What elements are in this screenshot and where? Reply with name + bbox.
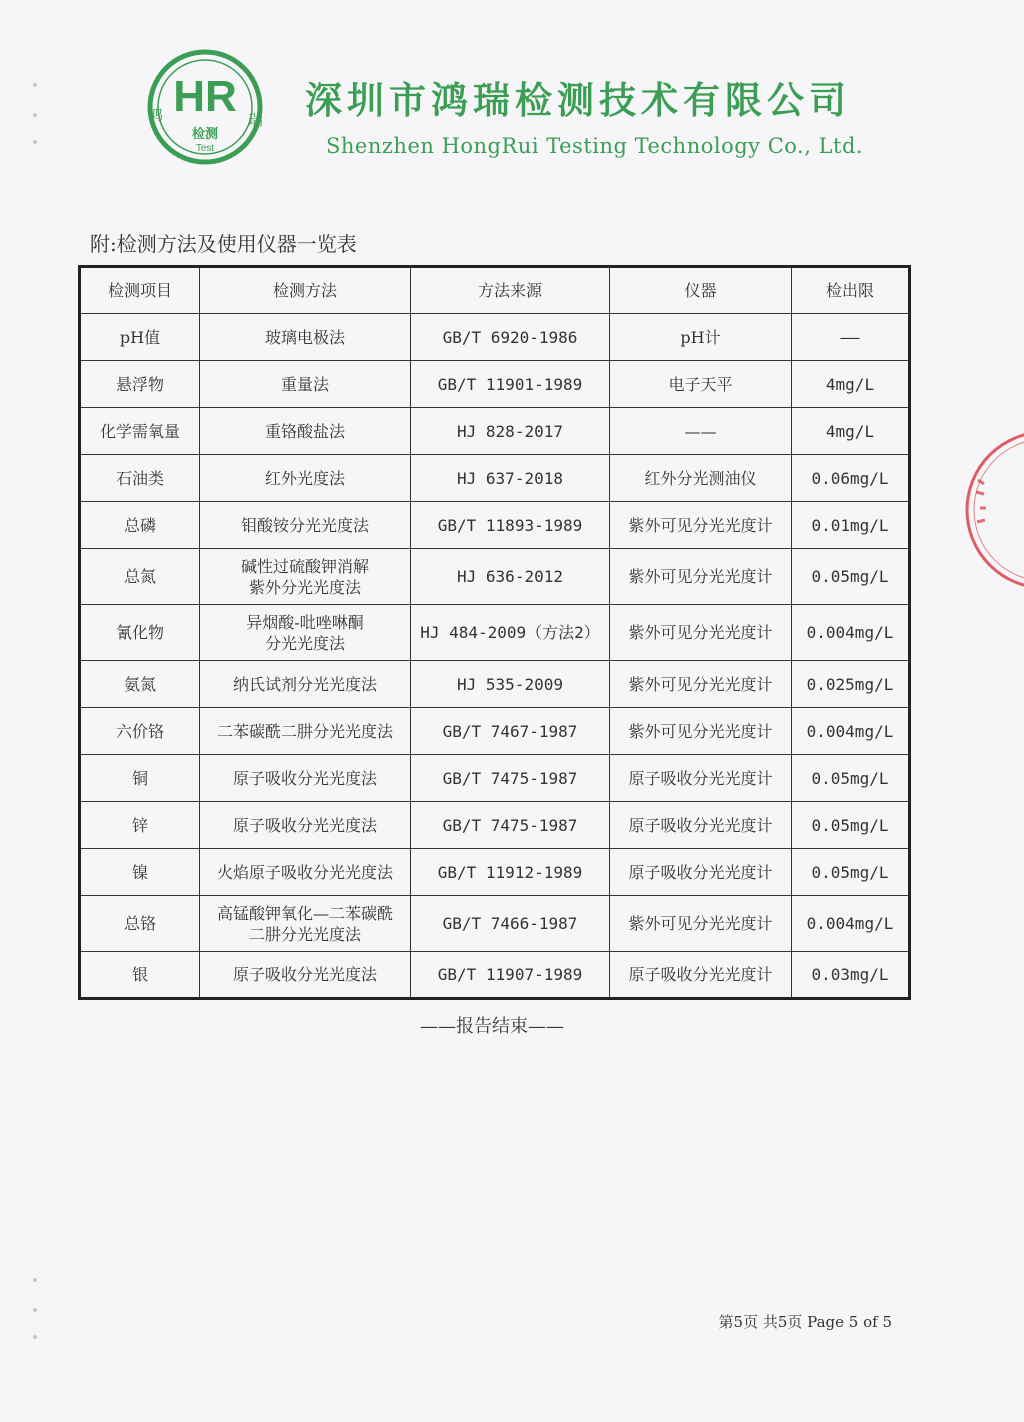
header-limit: 检出限: [792, 267, 910, 314]
cell-source: GB/T 7475-1987: [411, 755, 610, 802]
cell-limit: 0.03mg/L: [792, 952, 910, 999]
cell-method: 钼酸铵分光光度法: [200, 502, 411, 549]
cell-item: 银: [80, 952, 200, 999]
cell-source: GB/T 6920-1986: [411, 314, 610, 361]
cell-limit: ——: [792, 314, 910, 361]
cell-method: 异烟酸-吡唑啉酮 分光光度法: [200, 605, 411, 661]
table-row: [80, 849, 910, 896]
cell-instrument: 紫外可见分光光度计: [610, 708, 792, 755]
cell-item: pH值: [80, 314, 200, 361]
cell-limit: 4mg/L: [792, 408, 910, 455]
header-instrument: 仪器: [610, 267, 792, 314]
binding-marks-bottom: [30, 1275, 40, 1345]
cell-source: GB/T 7475-1987: [411, 802, 610, 849]
table-row: [80, 549, 910, 605]
cell-item: 总铬: [80, 896, 200, 952]
logo-sub-en: Test: [195, 143, 215, 154]
table-row: [80, 455, 910, 502]
cell-limit: 0.025mg/L: [792, 661, 910, 708]
header-source: 方法来源: [411, 267, 610, 314]
cell-item: 锌: [80, 802, 200, 849]
section-title: 附:检测方法及使用仪器一览表: [90, 232, 357, 256]
cell-limit: 0.004mg/L: [792, 896, 910, 952]
table-row: [80, 605, 910, 661]
cell-source: HJ 828-2017: [411, 408, 610, 455]
cell-instrument: 原子吸收分光光度计: [610, 802, 792, 849]
cell-source: HJ 636-2012: [411, 549, 610, 605]
page-footer: 第5页 共5页 Page 5 of 5: [718, 1313, 892, 1331]
cell-source: HJ 535-2009: [411, 661, 610, 708]
cell-source: HJ 637-2018: [411, 455, 610, 502]
cell-instrument: 原子吸收分光光度计: [610, 952, 792, 999]
cell-instrument: 紫外可见分光光度计: [610, 502, 792, 549]
cell-limit: 0.06mg/L: [792, 455, 910, 502]
cell-method: 纳氏试剂分光光度法: [200, 661, 411, 708]
cell-limit: 0.004mg/L: [792, 605, 910, 661]
table-row: [80, 361, 910, 408]
cell-limit: 0.05mg/L: [792, 549, 910, 605]
logo-right-char: 瑞: [248, 111, 264, 129]
cell-method: 重量法: [200, 361, 411, 408]
cell-instrument: 紫外可见分光光度计: [610, 661, 792, 708]
logo-sub-cn: 检测: [191, 127, 219, 142]
cell-limit: 0.05mg/L: [792, 802, 910, 849]
table-header-row: [80, 267, 910, 314]
cell-source: GB/T 11912-1989: [411, 849, 610, 896]
cell-item: 化学需氧量: [80, 408, 200, 455]
cell-source: GB/T 11893-1989: [411, 502, 610, 549]
cell-limit: 0.01mg/L: [792, 502, 910, 549]
cell-item: 铜: [80, 755, 200, 802]
cell-source: HJ 484-2009（方法2）: [411, 605, 610, 661]
cell-instrument: 红外分光测油仪: [610, 455, 792, 502]
company-name-en: Shenzhen HongRui Testing Technology Co., Ltd.: [326, 134, 864, 158]
red-seal-stamp: [950, 430, 1024, 590]
cell-instrument: 原子吸收分光光度计: [610, 849, 792, 896]
cell-item: 镍: [80, 849, 200, 896]
cell-instrument: 紫外可见分光光度计: [610, 605, 792, 661]
cell-item: 氨氮: [80, 661, 200, 708]
table-row: [80, 408, 910, 455]
table-row: [80, 708, 910, 755]
cell-limit: 0.004mg/L: [792, 708, 910, 755]
table-row: [80, 952, 910, 999]
cell-instrument: 原子吸收分光光度计: [610, 755, 792, 802]
cell-instrument: 紫外可见分光光度计: [610, 549, 792, 605]
cell-source: GB/T 11907-1989: [411, 952, 610, 999]
cell-instrument: 紫外可见分光光度计: [610, 896, 792, 952]
header-method: 检测方法: [200, 267, 411, 314]
cell-method: 碱性过硫酸钾消解 紫外分光光度法: [200, 549, 411, 605]
cell-item: 氰化物: [80, 605, 200, 661]
report-end-note: ——报告结束——: [420, 1016, 564, 1037]
cell-instrument: pH计: [610, 314, 792, 361]
table-row: [80, 896, 910, 952]
cell-source: GB/T 7466-1987: [411, 896, 610, 952]
cell-item: 六价铬: [80, 708, 200, 755]
company-name-cn: 深圳市鸿瑞检测技术有限公司: [305, 78, 851, 122]
cell-source: GB/T 7467-1987: [411, 708, 610, 755]
table-row: [80, 314, 910, 361]
cell-method: 重铬酸盐法: [200, 408, 411, 455]
methods-table: [78, 265, 911, 1000]
cell-item: 悬浮物: [80, 361, 200, 408]
cell-instrument: 电子天平: [610, 361, 792, 408]
table-body: [80, 314, 910, 999]
cell-method: 原子吸收分光光度法: [200, 952, 411, 999]
header-item: 检测项目: [80, 267, 200, 314]
binding-marks-top: [30, 80, 40, 150]
cell-method: 红外光度法: [200, 455, 411, 502]
cell-method: 高锰酸钾氧化—二苯碳酰 二肼分光光度法: [200, 896, 411, 952]
cell-limit: 0.05mg/L: [792, 849, 910, 896]
company-logo: [140, 48, 270, 166]
cell-limit: 4mg/L: [792, 361, 910, 408]
table-row: [80, 661, 910, 708]
cell-item: 总磷: [80, 502, 200, 549]
logo-left-char: 鸿: [148, 106, 164, 124]
cell-method: 二苯碳酰二肼分光光度法: [200, 708, 411, 755]
cell-method: 原子吸收分光光度法: [200, 802, 411, 849]
cell-item: 总氮: [80, 549, 200, 605]
logo-letters: HR: [173, 72, 237, 121]
cell-item: 石油类: [80, 455, 200, 502]
table-row: [80, 755, 910, 802]
cell-method: 玻璃电极法: [200, 314, 411, 361]
cell-limit: 0.05mg/L: [792, 755, 910, 802]
cell-source: GB/T 11901-1989: [411, 361, 610, 408]
table-row: [80, 502, 910, 549]
cell-method: 火焰原子吸收分光光度法: [200, 849, 411, 896]
cell-instrument: ——: [610, 408, 792, 455]
cell-method: 原子吸收分光光度法: [200, 755, 411, 802]
table-row: [80, 802, 910, 849]
